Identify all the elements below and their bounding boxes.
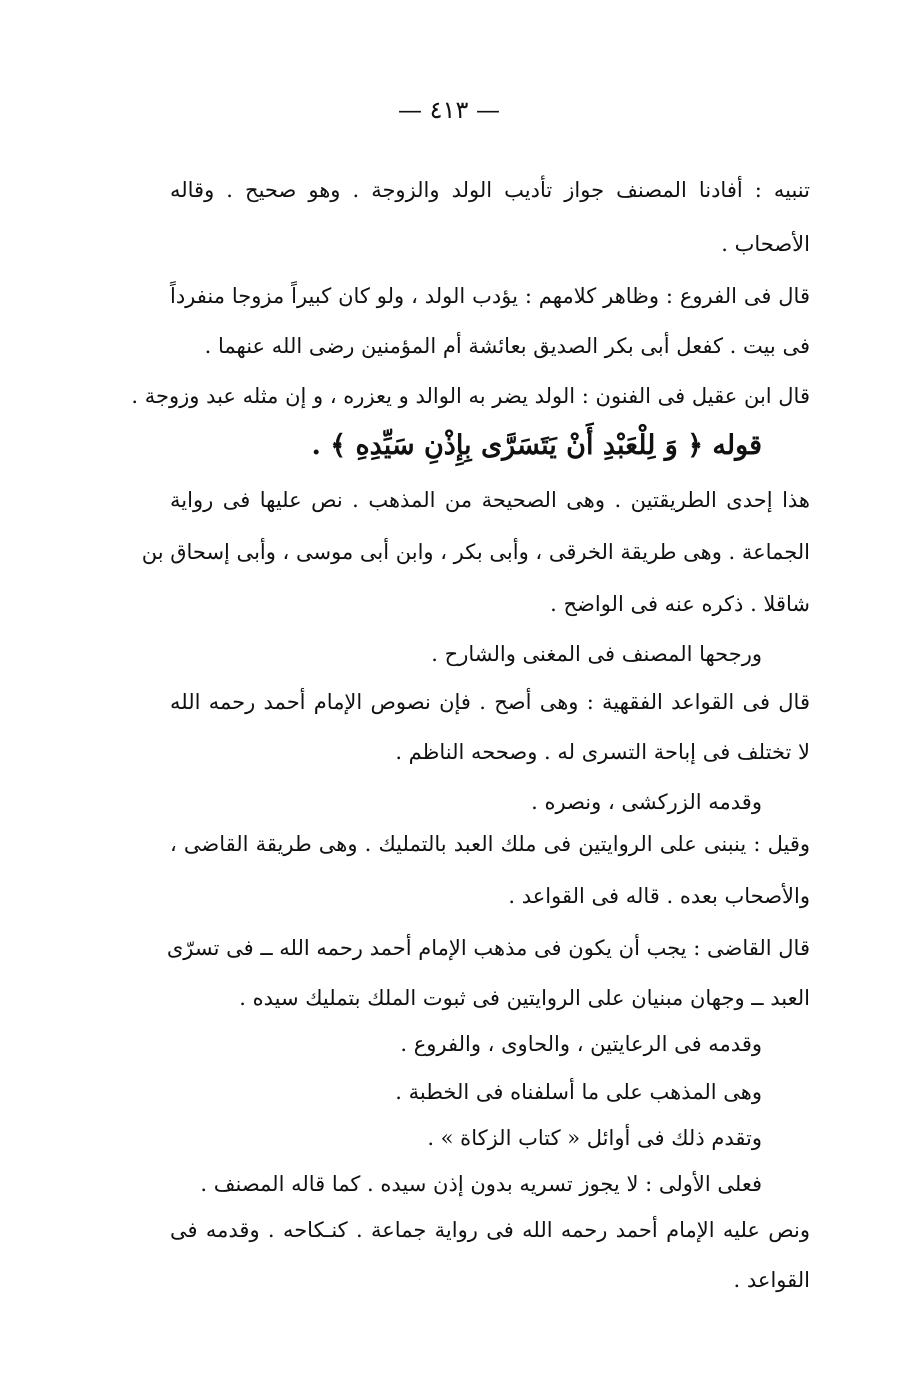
text-line: القواعد . bbox=[733, 1268, 810, 1292]
text-line: وقدمه فى الرعايتين ، والحاوى ، والفروع . bbox=[400, 1032, 762, 1056]
verse-heading: قوله ﴿ وَ لِلْعَبْدِ أَنْ يَتَسَرَّى بِإِذْنِ سَيِّدِهِ ﴾ . bbox=[311, 430, 762, 461]
page-number: — ٤١٣ — bbox=[398, 96, 500, 124]
text-line: ورجحها المصنف فى المغنى والشارح . bbox=[431, 642, 762, 666]
text-line: قال فى القواعد الفقهية : وهى أصح . فإن نصوص الإمام أحمد رحمه الله bbox=[170, 690, 810, 714]
text-line: الجماعة . وهى طريقة الخرقى ، وأبى بكر ، وابن أبى موسى ، وأبى إسحاق بن bbox=[141, 540, 810, 564]
text-line: تنبيه : أفادنا المصنف جواز تأديب الولد والزوجة . وهو صحيح . وقاله bbox=[170, 178, 810, 202]
text-line: والأصحاب بعده . قاله فى القواعد . bbox=[508, 884, 810, 908]
text-line: هذا إحدى الطريقتين . وهى الصحيحة من المذهب . نص عليها فى رواية bbox=[170, 488, 810, 512]
text-line: شاقلا . ذكره عنه فى الواضح . bbox=[550, 592, 810, 616]
text-line: قال القاضى : يجب أن يكون فى مذهب الإمام أحمد رحمه الله ــ فى تسرّى bbox=[166, 936, 810, 960]
text-line: الأصحاب . bbox=[721, 232, 810, 256]
text-line: العبد ــ وجهان مبنيان على الروايتين فى ثبوت الملك بتمليك سيده . bbox=[239, 986, 810, 1010]
text-line: وقيل : ينبنى على الروايتين فى ملك العبد بالتمليك . وهى طريقة القاضى ، bbox=[170, 832, 810, 856]
text-line: قال ابن عقيل فى الفنون : الولد يضر به الوالد و يعزره ، و إن مثله عبد وزوجة . bbox=[131, 384, 810, 408]
text-line: قال فى الفروع : وظاهر كلامهم : يؤدب الولد ، ولو كان كبيراً مزوجا منفرداً bbox=[170, 284, 810, 308]
text-line: وتقدم ذلك فى أوائل « كتاب الزكاة » . bbox=[427, 1126, 762, 1150]
text-line: لا تختلف فى إباحة التسرى له . وصححه الناظم . bbox=[395, 740, 810, 764]
text-line: وقدمه الزركشى ، ونصره . bbox=[531, 790, 762, 814]
text-line: ونص عليه الإمام أحمد رحمه الله فى رواية جماعة . كنـكاحه . وقدمه فى bbox=[170, 1218, 810, 1242]
text-line: وهى المذهب على ما أسلفناه فى الخطبة . bbox=[395, 1080, 762, 1104]
text-line: فعلى الأولى : لا يجوز تسريه بدون إذن سيده . كما قاله المصنف . bbox=[200, 1172, 762, 1196]
text-line: فى بيت . كفعل أبى بكر الصديق بعائشة أم المؤمنين رضى الله عنهما . bbox=[204, 334, 810, 358]
